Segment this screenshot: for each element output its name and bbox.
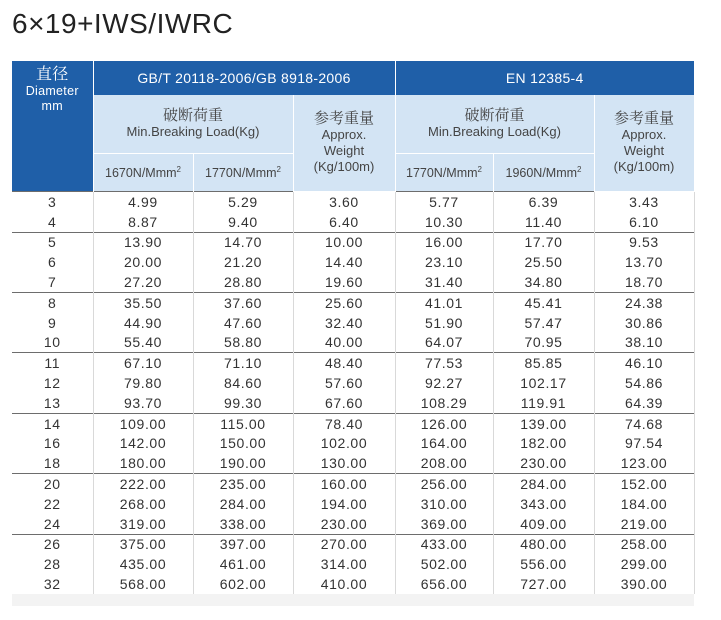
gb-weight-cell: 14.40 [293,252,395,272]
en-breaking-load-header [395,95,594,154]
en-1770-cell: 92.27 [395,373,493,393]
en-1770-cell: 369.00 [395,514,493,534]
table-row [12,514,694,534]
grade-superscript: 2 [176,164,181,174]
en-1960-cell: 85.85 [493,353,594,373]
en-weight-cell: 219.00 [594,514,694,534]
diameter-cell: 32 [12,574,93,594]
en-1770-cell: 126.00 [395,413,493,433]
en-weight-cell: 390.00 [594,574,694,594]
gb-1670-cell: 142.00 [93,434,193,454]
en-1960-cell: 480.00 [493,534,594,554]
en-1770-cell: 433.00 [395,534,493,554]
diameter-cell: 6 [12,252,93,272]
gb-weight-header [293,95,395,192]
gb-1770-cell: 14.70 [193,232,293,252]
en-weight-cell: 97.54 [594,434,694,454]
gb-1770-cell: 99.30 [193,393,293,413]
diameter-cell: 22 [12,494,93,514]
table-row [12,192,694,212]
en-1960-cell: 70.95 [493,333,594,353]
en-1960-cell: 409.00 [493,514,594,534]
diameter-label-en: Diameter [25,84,79,98]
gb-1770-cell: 58.80 [193,333,293,353]
en-1960-cell: 45.41 [493,292,594,312]
table-row [12,434,694,454]
en-weight-cell: 64.39 [594,393,694,413]
en-1960-cell: 34.80 [493,272,594,292]
diameter-cell: 20 [12,474,93,494]
gb-1670-cell: 222.00 [93,474,193,494]
grade-label: 1960N/Mmm [505,166,578,181]
gb-1770-cell: 71.10 [193,353,293,373]
gb-breaking-load-header [93,95,293,154]
table-row [12,474,694,494]
gb-1670-cell: 27.20 [93,272,193,292]
diameter-cell: 24 [12,514,93,534]
grade-superscript: 2 [276,164,281,174]
table-row [12,373,694,393]
diameter-cell: 16 [12,434,93,454]
en-weight-cell: 9.53 [594,232,694,252]
gb-1770-cell: 284.00 [193,494,293,514]
weight-label-zh: 参考重量 [313,110,374,127]
gb-weight-cell: 130.00 [293,453,395,473]
en-weight-header [594,95,694,192]
gb-1670-cell: 568.00 [93,574,193,594]
standard-gb-header: GB/T 20118-2006/GB 8918-2006 [93,61,395,95]
en-1960-cell: 6.39 [493,192,594,212]
gb-1670-cell: 13.90 [93,232,193,252]
gb-weight-cell: 10.00 [293,232,395,252]
weight-label-en-3: (Kg/100m) [613,159,675,174]
en-weight-cell: 6.10 [594,212,694,232]
table-row [12,534,694,554]
table-row [12,252,694,272]
gb-1770-cell: 397.00 [193,534,293,554]
table-header [12,61,694,192]
table-row [12,353,694,373]
gb-grade-1670 [93,154,193,192]
gb-1770-cell: 5.29 [193,192,293,212]
en-1960-cell: 17.70 [493,232,594,252]
table-row [12,453,694,473]
gb-1770-cell: 150.00 [193,434,293,454]
gb-weight-cell: 160.00 [293,474,395,494]
breaking-load-label-zh: 破断荷重 [162,107,223,124]
gb-weight-cell: 40.00 [293,333,395,353]
en-weight-cell: 74.68 [594,413,694,433]
en-1770-cell: 5.77 [395,192,493,212]
grade-label: 1670N/Mmm [105,166,177,181]
en-1960-cell: 139.00 [493,413,594,433]
spec-table [12,61,695,594]
diameter-cell: 28 [12,554,93,574]
page-title: 6×19+IWS/IWRC [12,8,234,39]
en-1960-cell: 25.50 [493,252,594,272]
en-1960-cell: 230.00 [493,453,594,473]
gb-1770-cell: 115.00 [193,413,293,433]
gb-weight-cell: 6.40 [293,212,395,232]
table-row [12,292,694,312]
en-weight-cell: 54.86 [594,373,694,393]
en-weight-cell: 3.43 [594,192,694,212]
header-row-groups [12,95,694,154]
gb-weight-cell: 25.60 [293,292,395,312]
en-1770-cell: 10.30 [395,212,493,232]
en-weight-cell: 152.00 [594,474,694,494]
gb-weight-cell: 67.60 [293,393,395,413]
gb-weight-cell: 78.40 [293,413,395,433]
en-weight-cell: 18.70 [594,272,694,292]
en-1960-cell: 102.17 [493,373,594,393]
header-row-standards [12,61,694,95]
gb-weight-cell: 410.00 [293,574,395,594]
en-1960-cell: 727.00 [493,574,594,594]
gb-1670-cell: 8.87 [93,212,193,232]
table-row [12,232,694,252]
en-1960-cell: 57.47 [493,313,594,333]
en-weight-cell: 38.10 [594,333,694,353]
gb-1770-cell: 37.60 [193,292,293,312]
table-row [12,333,694,353]
en-weight-cell: 46.10 [594,353,694,373]
en-1770-cell: 64.07 [395,333,493,353]
diameter-cell: 14 [12,413,93,433]
diameter-cell: 5 [12,232,93,252]
table-row [12,413,694,433]
en-1770-cell: 41.01 [395,292,493,312]
en-weight-cell: 13.70 [594,252,694,272]
gb-1670-cell: 93.70 [93,393,193,413]
en-grade-1770 [395,154,493,192]
gb-1670-cell: 20.00 [93,252,193,272]
en-1770-cell: 77.53 [395,353,493,373]
table-body [12,192,694,594]
en-weight-cell: 258.00 [594,534,694,554]
grade-label: 1770N/Mmm [205,166,277,181]
gb-1770-cell: 47.60 [193,313,293,333]
diameter-cell: 11 [12,353,93,373]
table-row [12,313,694,333]
en-grade-1960 [493,154,594,192]
gb-weight-cell: 19.60 [293,272,395,292]
weight-label-en-2: Weight [623,143,665,158]
table-row [12,212,694,232]
gb-1670-cell: 67.10 [93,353,193,373]
gb-1770-cell: 338.00 [193,514,293,534]
en-1770-cell: 164.00 [395,434,493,454]
en-1960-cell: 119.91 [493,393,594,413]
diameter-cell: 9 [12,313,93,333]
gb-1770-cell: 28.80 [193,272,293,292]
en-weight-cell: 299.00 [594,554,694,574]
diameter-cell: 4 [12,212,93,232]
weight-label-en-1: Approx. [621,127,667,142]
table-row [12,272,694,292]
diameter-cell: 18 [12,453,93,473]
diameter-header [12,61,93,192]
en-1960-cell: 182.00 [493,434,594,454]
en-1770-cell: 31.40 [395,272,493,292]
en-1770-cell: 656.00 [395,574,493,594]
gb-1670-cell: 35.50 [93,292,193,312]
gb-1770-cell: 9.40 [193,212,293,232]
en-1960-cell: 556.00 [493,554,594,574]
en-1770-cell: 256.00 [395,474,493,494]
grade-superscript: 2 [477,164,482,174]
breaking-load-label-en: Min.Breaking Load(Kg) [428,124,561,139]
gb-weight-cell: 194.00 [293,494,395,514]
en-1770-cell: 108.29 [395,393,493,413]
gb-1770-cell: 602.00 [193,574,293,594]
weight-label-zh: 参考重量 [614,110,675,127]
en-1770-cell: 16.00 [395,232,493,252]
gb-1670-cell: 319.00 [93,514,193,534]
gb-1670-cell: 268.00 [93,494,193,514]
diameter-cell: 8 [12,292,93,312]
diameter-cell: 10 [12,333,93,353]
en-weight-cell: 123.00 [594,453,694,473]
table-row [12,574,694,594]
gb-1670-cell: 109.00 [93,413,193,433]
standard-en-header: EN 12385-4 [395,61,694,95]
en-weight-cell: 184.00 [594,494,694,514]
diameter-cell: 26 [12,534,93,554]
weight-label-en-2: Weight [323,143,365,158]
table-row [12,554,694,574]
gb-weight-cell: 3.60 [293,192,395,212]
gb-1770-cell: 190.00 [193,453,293,473]
table-row [12,494,694,514]
diameter-unit: mm [41,99,63,113]
gb-weight-cell: 32.40 [293,313,395,333]
en-1770-cell: 23.10 [395,252,493,272]
diameter-label-zh: 直径 [35,66,69,83]
gb-weight-cell: 314.00 [293,554,395,574]
weight-label-en-1: Approx. [321,127,367,142]
en-1960-cell: 11.40 [493,212,594,232]
en-1960-cell: 343.00 [493,494,594,514]
breaking-load-label-en: Min.Breaking Load(Kg) [126,124,260,139]
gb-weight-cell: 270.00 [293,534,395,554]
en-1770-cell: 51.90 [395,313,493,333]
gb-weight-cell: 102.00 [293,434,395,454]
gb-weight-cell: 230.00 [293,514,395,534]
gb-weight-cell: 48.40 [293,353,395,373]
gb-1670-cell: 435.00 [93,554,193,574]
grade-label: 1770N/Mmm [406,166,478,181]
en-1770-cell: 208.00 [395,453,493,473]
gb-1770-cell: 84.60 [193,373,293,393]
gb-1770-cell: 21.20 [193,252,293,272]
diameter-cell: 12 [12,373,93,393]
grade-superscript: 2 [577,164,582,174]
breaking-load-label-zh: 破断荷重 [464,107,525,124]
spec-table-container [12,61,694,606]
gb-1770-cell: 235.00 [193,474,293,494]
table-row [12,393,694,413]
gb-1670-cell: 375.00 [93,534,193,554]
en-1770-cell: 310.00 [395,494,493,514]
gb-1670-cell: 4.99 [93,192,193,212]
gb-grade-1770 [193,154,293,192]
gb-1670-cell: 180.00 [93,453,193,473]
en-weight-cell: 24.38 [594,292,694,312]
gb-1770-cell: 461.00 [193,554,293,574]
en-1960-cell: 284.00 [493,474,594,494]
diameter-cell: 7 [12,272,93,292]
diameter-cell: 3 [12,192,93,212]
gb-1670-cell: 79.80 [93,373,193,393]
en-weight-cell: 30.86 [594,313,694,333]
weight-label-en-3: (Kg/100m) [313,159,375,174]
gb-1670-cell: 55.40 [93,333,193,353]
en-1770-cell: 502.00 [395,554,493,574]
diameter-cell: 13 [12,393,93,413]
gb-weight-cell: 57.60 [293,373,395,393]
gb-1670-cell: 44.90 [93,313,193,333]
